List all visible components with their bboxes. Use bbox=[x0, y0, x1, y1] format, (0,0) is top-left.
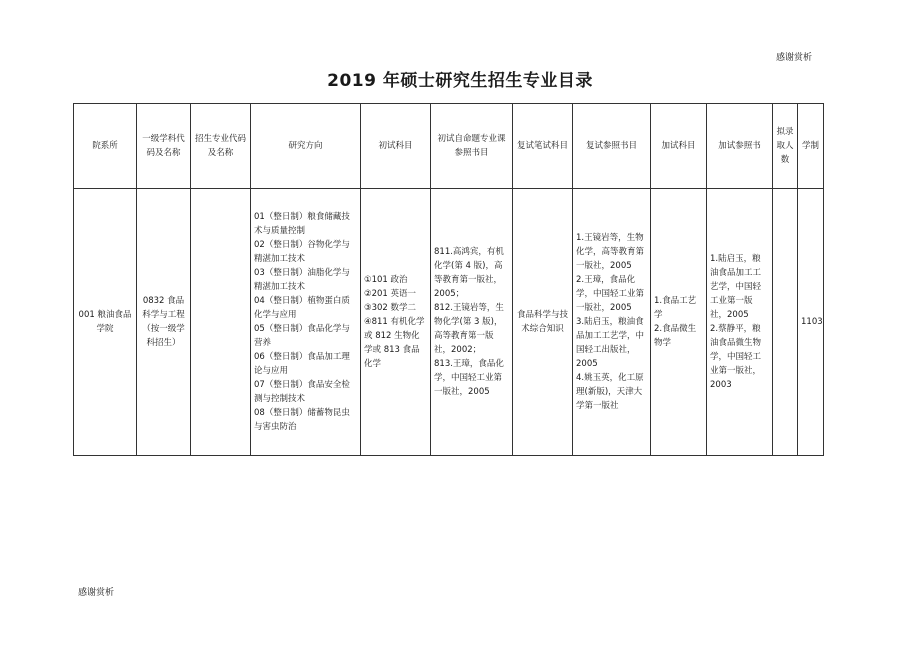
cell-major bbox=[191, 189, 251, 456]
cell-dept: 001 粮油食品学院 bbox=[74, 189, 137, 456]
retest-book: 4.姚玉英，化工原理(新版)，天津大学第一版社 bbox=[576, 373, 644, 412]
extra-book: 1.陆启玉，粮油食品加工工艺学，中国轻工业第一版社，2005 bbox=[710, 253, 762, 320]
header-major: 招生专业代码及名称 bbox=[191, 104, 251, 189]
retest-book: 1.王镜岩等，生物化学，高等教育第一版社，2005 bbox=[576, 232, 645, 271]
footer-note: 感谢赏析 bbox=[78, 588, 115, 598]
direction-item: 02（整日制）谷物化学与精湛加工技术 bbox=[254, 239, 350, 264]
retest-book: 2.王璋，食品化学，中国轻工业第一版社，2005 bbox=[576, 274, 645, 313]
cell-retest-books bbox=[573, 189, 651, 456]
initial-subject: ②201 英语一 bbox=[364, 288, 417, 299]
catalog-table bbox=[73, 103, 824, 456]
retest-book: 3.陆启玉，粮油食品加工工艺学，中国轻工出版社，2005 bbox=[576, 316, 645, 370]
header-quota: 拟录取人数 bbox=[773, 104, 798, 189]
header-duration: 学制 bbox=[798, 104, 824, 189]
header-dept: 院系所 bbox=[74, 104, 137, 189]
header-discipline: 一级学科代码及名称 bbox=[137, 104, 191, 189]
initial-book: 813.王璋，食品化学，中国轻工业第一版社，2005 bbox=[434, 359, 504, 398]
cell-retest: 食品科学与技术综合知识 bbox=[513, 189, 573, 456]
extra-book: 2.蔡静平，粮油食品微生物学，中国轻工业第一版社，2003 bbox=[710, 324, 762, 391]
cell-duration: 1103 bbox=[798, 189, 824, 456]
table-row bbox=[74, 189, 824, 456]
cell-initial-books bbox=[431, 189, 513, 456]
header-initial: 初试科目 bbox=[361, 104, 431, 189]
initial-subject: ④811 有机化学或 812 生物化学或 813 食品化学 bbox=[364, 316, 425, 370]
direction-item: 06（整日制）食品加工理论与应用 bbox=[254, 352, 350, 377]
cell-discipline: 0832 食品科学与工程（按一级学科招生） bbox=[137, 189, 191, 456]
header-initial-books: 初试自命题专业课参照书目 bbox=[431, 104, 513, 189]
header-extra: 加试科目 bbox=[651, 104, 707, 189]
cell-directions bbox=[251, 189, 361, 456]
extra-subject: 2.食品微生物学 bbox=[654, 324, 697, 349]
direction-item: 05（整日制）食品化学与营养 bbox=[254, 324, 350, 349]
header-retest-books: 复试参照书目 bbox=[573, 104, 651, 189]
header-retest: 复试笔试科目 bbox=[513, 104, 573, 189]
cell-extra bbox=[651, 189, 707, 456]
initial-book: 812.王镜岩等，生物化学(第 3 版)，高等教育第一版社，2002； bbox=[434, 302, 504, 356]
direction-item: 08（整日制）储蓄物昆虫与害虫防治 bbox=[254, 408, 350, 433]
header-note: 感谢赏析 bbox=[776, 53, 813, 63]
initial-subject: ①101 政治 bbox=[364, 274, 408, 285]
direction-item: 03（整日制）油脂化学与精湛加工技术 bbox=[254, 267, 350, 292]
initial-subject: ③302 数学二 bbox=[364, 302, 417, 313]
cell-quota bbox=[773, 189, 798, 456]
header-extra-books: 加试参照书 bbox=[707, 104, 773, 189]
initial-book: 811.高鸿宾，有机化学(第 4 版)，高等教育第一版社，2005； bbox=[434, 246, 504, 299]
cell-initial-subjects bbox=[361, 189, 431, 456]
page-title: 2019 年硕士研究生招生专业目录 bbox=[327, 71, 593, 91]
direction-item: 07（整日制）食品安全检测与控制技术 bbox=[254, 380, 350, 405]
table-header-row bbox=[74, 104, 824, 189]
direction-item: 01（整日制）粮食储藏技术与质量控制 bbox=[254, 211, 350, 236]
cell-extra-books bbox=[707, 189, 773, 456]
extra-subject: 1.食品工艺学 bbox=[654, 295, 697, 320]
direction-item: 04（整日制）植物蛋白质化学与应用 bbox=[254, 295, 350, 320]
header-direction: 研究方向 bbox=[251, 104, 361, 189]
